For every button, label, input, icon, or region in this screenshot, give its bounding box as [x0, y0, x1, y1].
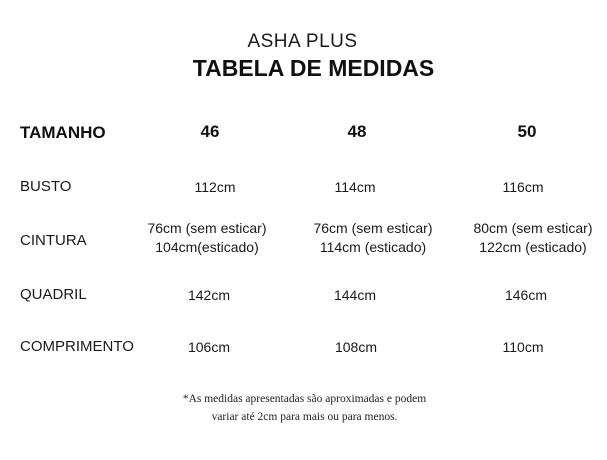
- cintura-46-value: [132, 219, 282, 257]
- row-label-busto: BUSTO: [20, 178, 72, 195]
- size-46-header: 46: [200, 122, 220, 141]
- brand-name: ASHA PLUS: [247, 31, 358, 52]
- row-label-quadril: QUADRIL: [20, 286, 87, 303]
- footnote-line: *As medidas apresentadas são aproximadas e podem: [182, 393, 427, 405]
- cintura-48-value: [298, 219, 448, 257]
- value-line-unstretched: 76cm (sem esticar): [147, 220, 267, 236]
- footnote-line: variar até 2cm para mais ou para menos.: [211, 411, 398, 423]
- value-line-stretched: 104cm(esticado): [155, 239, 259, 255]
- comprimento-46-value: [134, 338, 284, 357]
- value-line: 108cm: [334, 339, 378, 355]
- page-title: TABELA DE MEDIDAS: [192, 55, 435, 81]
- value-line-stretched: 122cm (esticado): [479, 239, 587, 255]
- value-line: 112cm: [194, 179, 236, 195]
- value-line-unstretched: 80cm (sem esticar): [473, 220, 593, 236]
- row-label-cintura: CINTURA: [20, 232, 87, 249]
- value-line: 142cm: [187, 287, 231, 303]
- quadril-46-value: [134, 286, 284, 305]
- comprimento-50-value: [448, 338, 598, 357]
- value-line-stretched: 114cm (esticado): [319, 239, 427, 255]
- measurement-footnote: [1, 390, 607, 426]
- quadril-48-value: [280, 286, 430, 305]
- row-label-comprimento: COMPRIMENTO: [20, 338, 134, 355]
- value-line: 144cm: [333, 287, 377, 303]
- value-line: 110cm: [502, 339, 544, 355]
- size-48-header: 48: [347, 122, 367, 141]
- size-50-header: 50: [517, 122, 537, 141]
- value-line: 114cm: [334, 179, 376, 195]
- comprimento-48-value: [281, 338, 431, 357]
- value-line: 116cm: [502, 179, 544, 195]
- busto-50-value: [448, 178, 598, 197]
- size-header-label: TAMANHO: [20, 123, 106, 142]
- cintura-50-value: [458, 219, 607, 257]
- value-line: 146cm: [504, 287, 548, 303]
- quadril-50-value: [451, 286, 601, 305]
- value-line-unstretched: 76cm (sem esticar): [313, 220, 433, 236]
- value-line: 106cm: [187, 339, 231, 355]
- busto-48-value: [280, 178, 430, 197]
- busto-46-value: [140, 178, 290, 197]
